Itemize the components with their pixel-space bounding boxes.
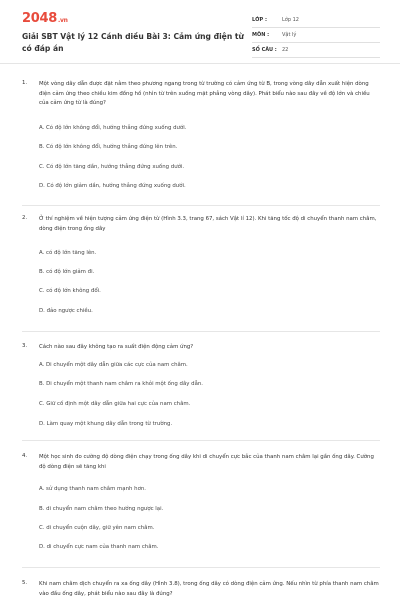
option-a[interactable]: A. Di chuyển một dây dẫn giữa các cực của nam châm. — [39, 362, 188, 368]
option-b[interactable]: B. Di chuyển một thanh nam châm ra khỏi một ống dây dẫn. — [39, 381, 204, 387]
option-d[interactable]: D. di chuyển cực nam của thanh nam châm. — [39, 544, 159, 550]
meta-label: MÔN : — [252, 32, 270, 38]
question-divider — [22, 331, 380, 332]
option-b[interactable]: B. Có độ lớn không đổi, hướng thẳng đứng lên trên. — [39, 144, 178, 150]
option-a[interactable]: A. có độ lớn tăng lên. — [39, 250, 97, 256]
option-d[interactable]: D. đảo ngược chiều. — [39, 308, 93, 314]
option-d[interactable]: D. Có độ lớn giảm dần, hướng thẳng đứng xuống dưới. — [39, 183, 186, 189]
question-text: Cách nào sau đây không tạo ra suất điện động cảm ứng? — [39, 344, 194, 350]
meta-row-question-count — [252, 43, 380, 58]
site-logo[interactable] — [22, 11, 68, 26]
meta-label: SỐ CÂU : — [252, 47, 277, 53]
option-b[interactable]: B. có độ lớn giảm đi. — [39, 269, 95, 275]
meta-value: Vật lý — [282, 32, 297, 38]
option-a[interactable]: A. sử dụng thanh nam châm mạnh hơn. — [39, 486, 147, 492]
question-divider — [22, 440, 380, 441]
question-text: Khi nam châm dịch chuyển ra xa ống dây (Hình 3.8), trong ống dây có dòng điện cảm ứng. Nếu nhìn từ phía thanh nam châm vào đầu ống dây, phát biểu nào sau đây là đúng? — [39, 581, 379, 597]
question-number: 1. — [22, 80, 28, 86]
option-c[interactable]: C. Giữ cố định một dây dẫn giữa hai cực của nam châm. — [39, 401, 191, 407]
question-text: Một học sinh đo cường độ dòng điện chạy trong ống dây khi di chuyển cực bắc của thanh nam châm lại gần ống dây. Cường độ dòng điện sẽ tăng khi — [39, 454, 374, 470]
question-text: Ở thí nghiệm về hiện tượng cảm ứng điện từ (Hình 3.3, trang 67, sách Vật lí 12). Khi tăng tốc độ di chuyển thanh nam châm, dòng điện trong ống dây — [39, 216, 377, 232]
question-number: 5. — [22, 580, 28, 586]
document-title: Giải SBT Vật lý 12 Cánh diều Bài 3: Cảm ứng điện từ có đáp án — [22, 32, 244, 53]
meta-row-subject — [252, 28, 380, 43]
question-number: 4. — [22, 453, 28, 459]
logo-tld: .vn — [57, 17, 68, 24]
logo-text: 2048 — [22, 11, 57, 26]
option-c[interactable]: C. có độ lớn không đổi. — [39, 288, 101, 294]
meta-value: Lớp 12 — [282, 17, 299, 23]
option-b[interactable]: B. di chuyển nam châm theo hướng ngược lại. — [39, 506, 164, 512]
question-number: 2. — [22, 215, 28, 221]
question-number: 3. — [22, 343, 28, 349]
page-header — [0, 0, 400, 64]
option-c[interactable]: C. di chuyển cuộn dây, giữ yên nam châm. — [39, 525, 155, 531]
question-text: Một vòng dây dẫn được đặt nằm theo phương ngang trong từ trường có cảm ứng từ B, trong vòng dây dẫn xuất hiện dòng điện cảm ứng theo chiều kim đồng hồ (nhìn từ trên xuống mặt phẳng vòng dây). Phát biểu nào sau đây về độ lớn và chiều của cảm ứng từ là đúng? — [39, 81, 370, 107]
option-d[interactable]: D. Làm quay một khung dây dẫn trong từ trường. — [39, 421, 173, 427]
option-c[interactable]: C. Có độ lớn tăng dần, hướng thẳng đứng xuống dưới. — [39, 164, 185, 170]
meta-value: 22 — [282, 47, 289, 53]
option-a[interactable]: A. Có độ lớn không đổi, hướng thẳng đứng xuống dưới. — [39, 125, 187, 131]
meta-row-grade — [252, 13, 380, 28]
question-divider — [22, 567, 380, 568]
question-divider — [22, 205, 380, 206]
meta-label: LỚP : — [252, 17, 267, 23]
meta-info-table — [252, 13, 380, 58]
